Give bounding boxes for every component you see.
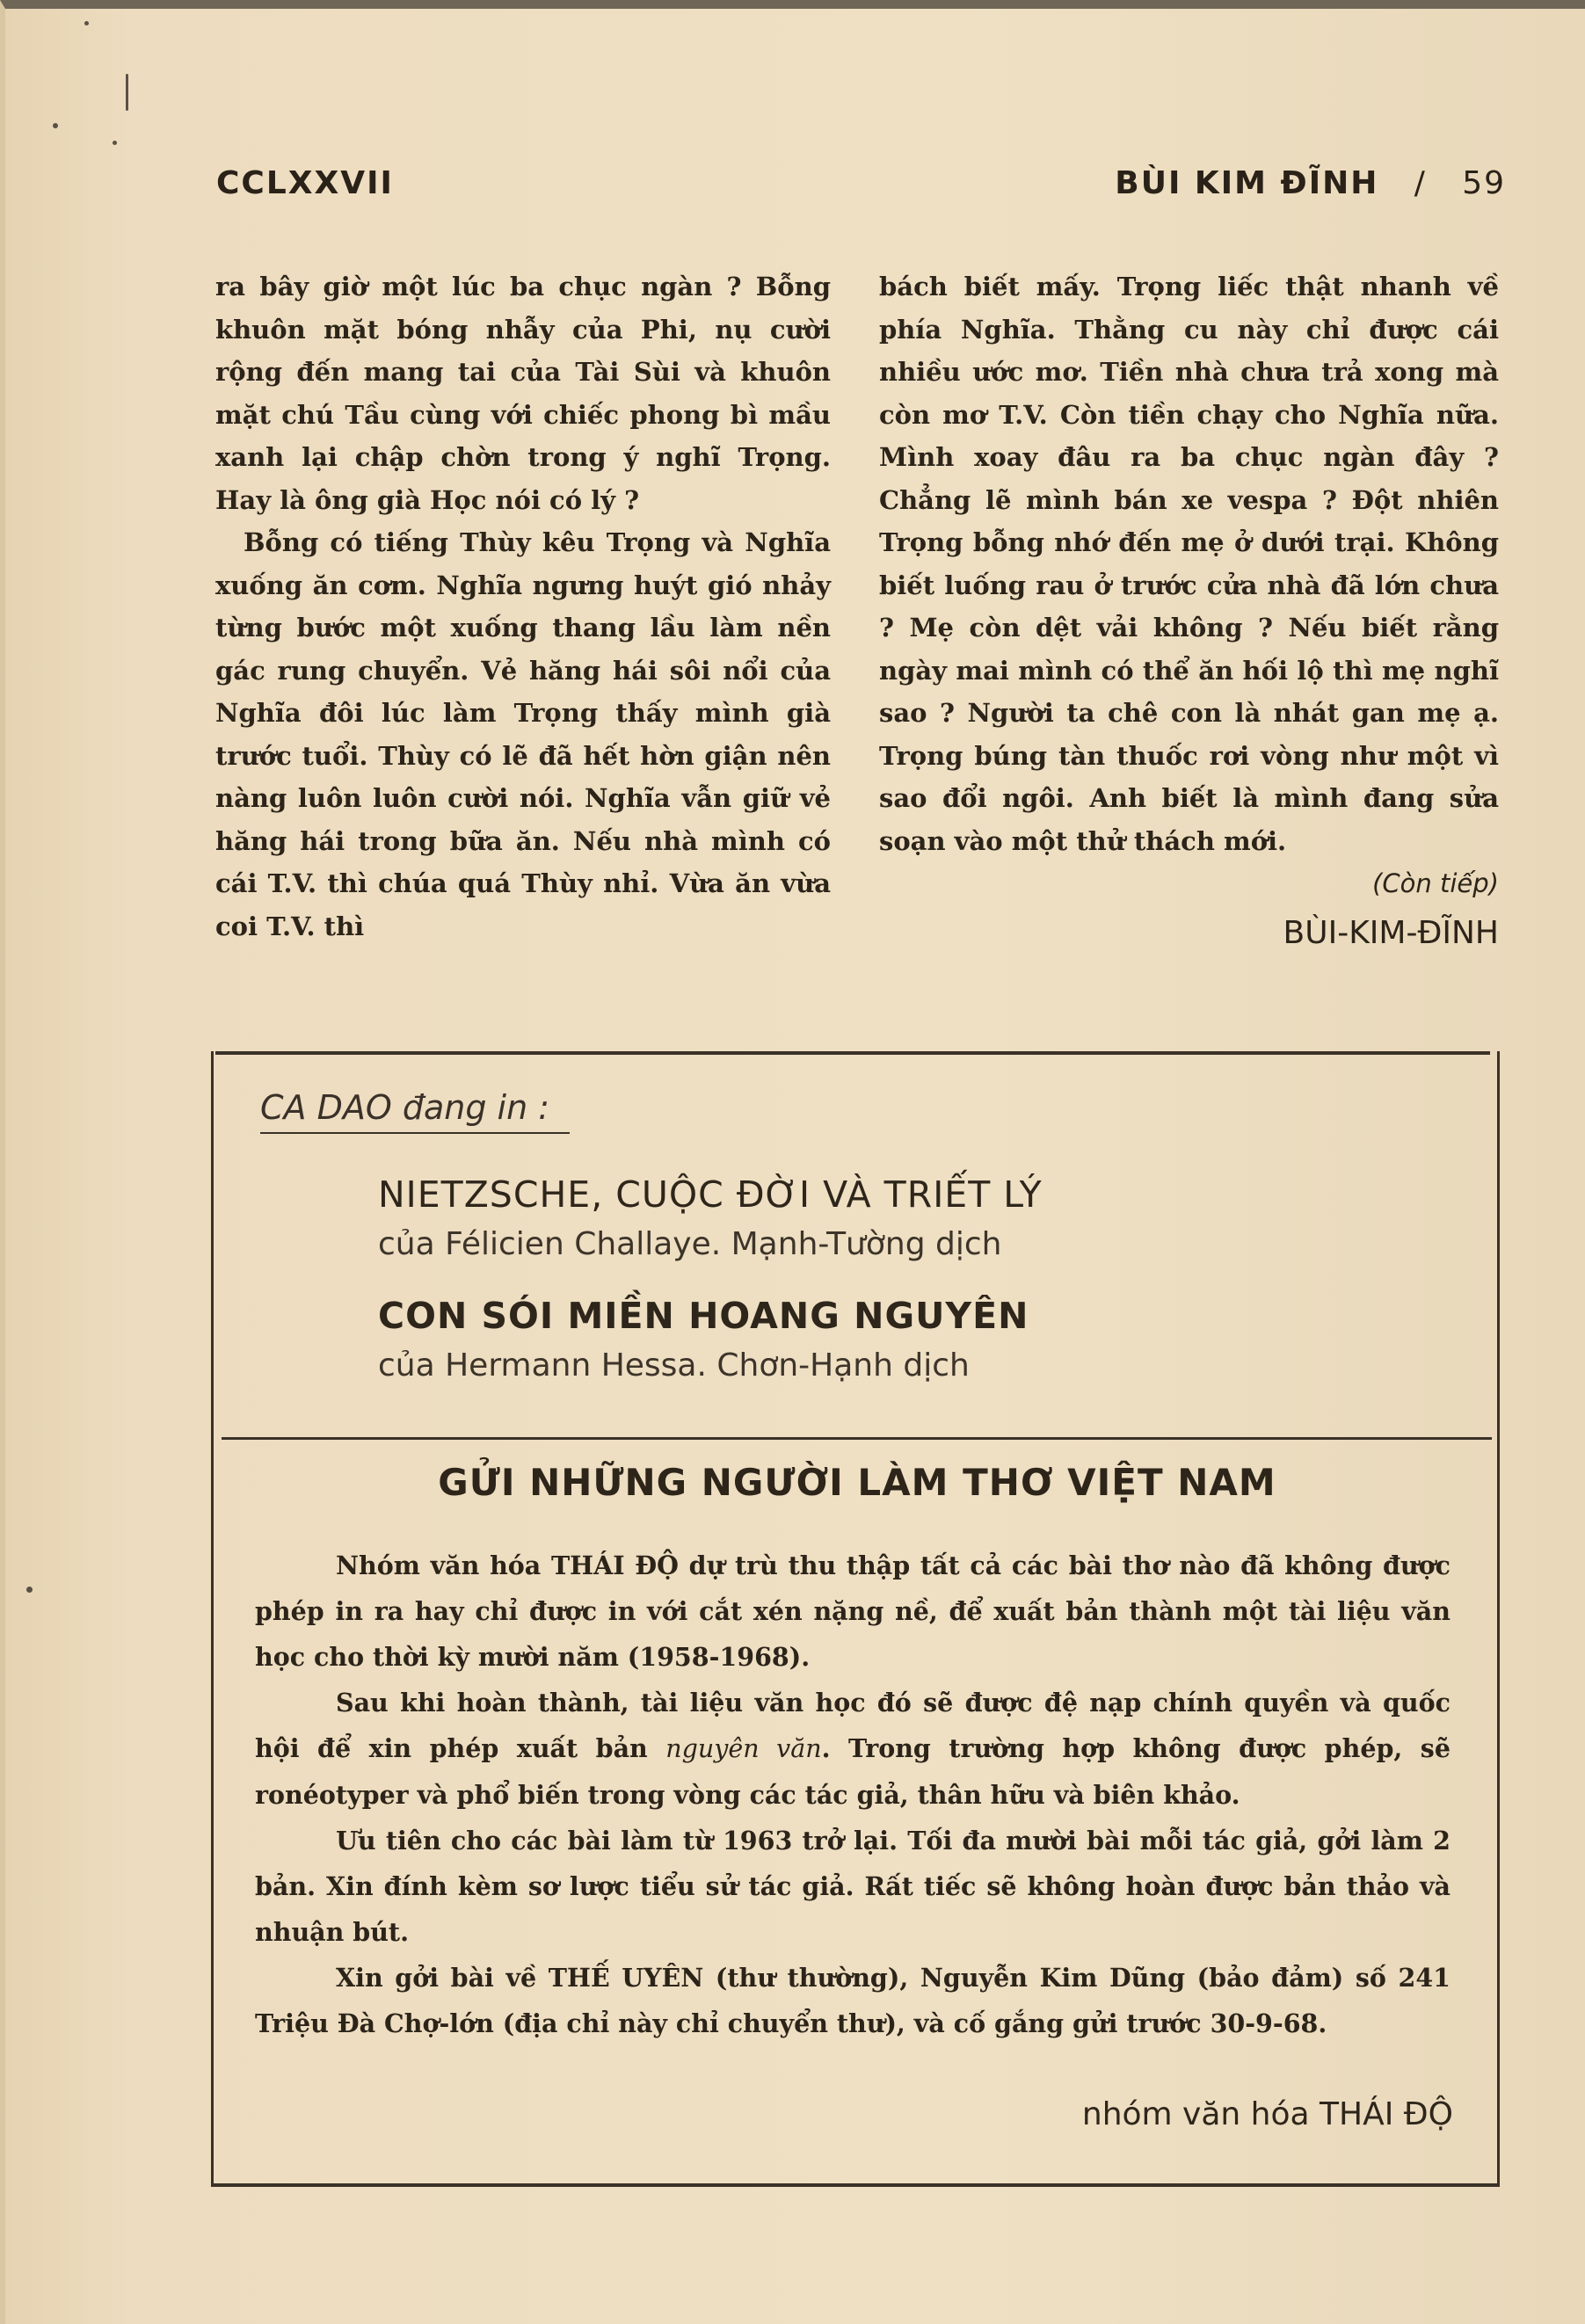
- notice-text: Sau khi hoàn thành, tài liệu văn học đó sẽ được đệ nạp chính quyền và quốc hội để xin phép xuất bản: [255, 1688, 1450, 1763]
- notice-paragraph: [255, 1680, 1450, 1818]
- article-paragraph: Bỗng có tiếng Thùy kêu Trọng và Nghĩa xuống ăn cơm. Nghĩa ngưng huýt gió nhảy từng bước một xuống thang lầu làm nền gác rung chuyển. Vẻ hăng hái sôi nổi của Nghĩa đôi lúc làm Trọng thấy mình già trước tuổi. Thùy có lẽ đã hết hờn giận nên nàng luôn luôn cười nói. Nghĩa vẫn giữ vẻ hăng hái trong bữa ăn. Nếu nhà mình có cái T.V. thì chúa quá Thùy nhỉ. Vừa ăn vừa coi T.V. thì: [215, 527, 831, 941]
- notice-body: [255, 1543, 1450, 2046]
- ink-speck: [126, 74, 128, 111]
- header-separator: /: [1414, 165, 1427, 201]
- notice-signature: nhóm văn hóa THÁI ĐỘ: [1081, 2096, 1453, 2132]
- ink-speck: [84, 21, 89, 25]
- book-title: [378, 1295, 1029, 1337]
- book-title: NIETZSCHE, CUỘC ĐỜI VÀ TRIẾT LÝ: [378, 1173, 1043, 1216]
- issue-number: CCLXXVII: [216, 165, 394, 201]
- cadao-label: CA DAO đang in :: [260, 1088, 570, 1134]
- notice-paragraph: Nhóm văn hóa THÁI ĐỘ dự trù thu thập tất cả các bài thơ nào đã không được phép in ra hay chỉ được in với cắt xén nặng nề, để xuất bản thành một tài liệu văn học cho thời kỳ mười năm (1958-1968).: [255, 1551, 1450, 1672]
- article-signature: BÙI-KIM-ĐĨNH: [1283, 914, 1499, 951]
- book-credit: của Félicien Challaye. Mạnh-Tường dịch: [378, 1226, 1002, 1262]
- header-author: BÙI KIM ĐĨNH: [1115, 165, 1379, 201]
- notice-text: . Trong trường hợp không được phép, sẽ ronéotyper và phổ biến trong vòng các tác giả, thân hữu và biên khảo.: [255, 1733, 1450, 1810]
- section-divider: [222, 1437, 1492, 1440]
- ink-speck: [26, 1587, 33, 1593]
- book-credit: của Hermann Hessa. Chơn-Hạnh dịch: [378, 1347, 970, 1384]
- article-left-column: [215, 265, 831, 948]
- ink-speck: [53, 123, 58, 128]
- book-title-text: CON SÓI MIỀN HOANG NGUYÊN: [378, 1295, 1029, 1337]
- notice-paragraph: Ưu tiên cho các bài làm từ 1963 trở lại. Tối đa mười bài mỗi tác giả, gởi làm 2 bản. Xin đính kèm sơ lược tiểu sử tác giả. Rất tiếc sẽ không hoàn được bản thảo và nhuận bút.: [255, 1826, 1450, 1947]
- ink-speck: [113, 141, 117, 145]
- notice-title: GỬI NHỮNG NGƯỜI LÀM THƠ VIỆT NAM: [438, 1461, 1276, 1504]
- running-header: [216, 165, 1506, 209]
- header-right: [1115, 165, 1506, 201]
- article-paragraph: bách biết mấy. Trọng liếc thật nhanh về phía Nghĩa. Thằng cu này chỉ được cái nhiều ước mơ. Tiền nhà chưa trả xong mà còn mơ T.V. Còn tiền chạy cho Nghĩa nữa. Mình xoay đâu ra ba chục ngàn đây ? Chẳng lẽ mình bán xe vespa ? Đột nhiên Trọng bỗng nhớ đến mẹ ở dưới trại. Không biết luống rau ở trước cửa nhà đã lớn chưa ? Mẹ còn dệt vải không ? Nếu biết rằng ngày mai mình có thể ăn hối lộ thì mẹ nghĩ sao ? Người ta chê con là nhát gan mẹ ạ. Trọng búng tàn thuốc rơi vòng như một vì sao đổi ngôi. Anh biết là mình đang sửa soạn vào một thử thách mới.: [879, 272, 1499, 856]
- article-right-column: [879, 265, 1499, 955]
- book-listing: [378, 1173, 1043, 1262]
- page-number: 59: [1462, 165, 1506, 201]
- continued-note: (Còn tiếp): [1372, 868, 1499, 898]
- notice-emphasis: nguyên văn: [665, 1734, 822, 1763]
- book-listing: [378, 1295, 1029, 1384]
- notice-paragraph: Xin gởi bài về THẾ UYÊN (thư thường), Nguyễn Kim Dũng (bảo đảm) số 241 Triệu Đà Chợ-lớn (địa chỉ này chỉ chuyển thư), và cố gắng gửi trước 30-9-68.: [255, 1963, 1450, 2038]
- article-paragraph: ra bây giờ một lúc ba chục ngàn ? Bỗng khuôn mặt bóng nhẫy của Phi, nụ cười rộng đến mang tai của Tài Sùi và khuôn mặt chú Tầu cùng với chiếc phong bì mầu xanh lại chập chờn trong ý nghĩ Trọng. Hay là ông già Học nói có lý ?: [215, 272, 831, 515]
